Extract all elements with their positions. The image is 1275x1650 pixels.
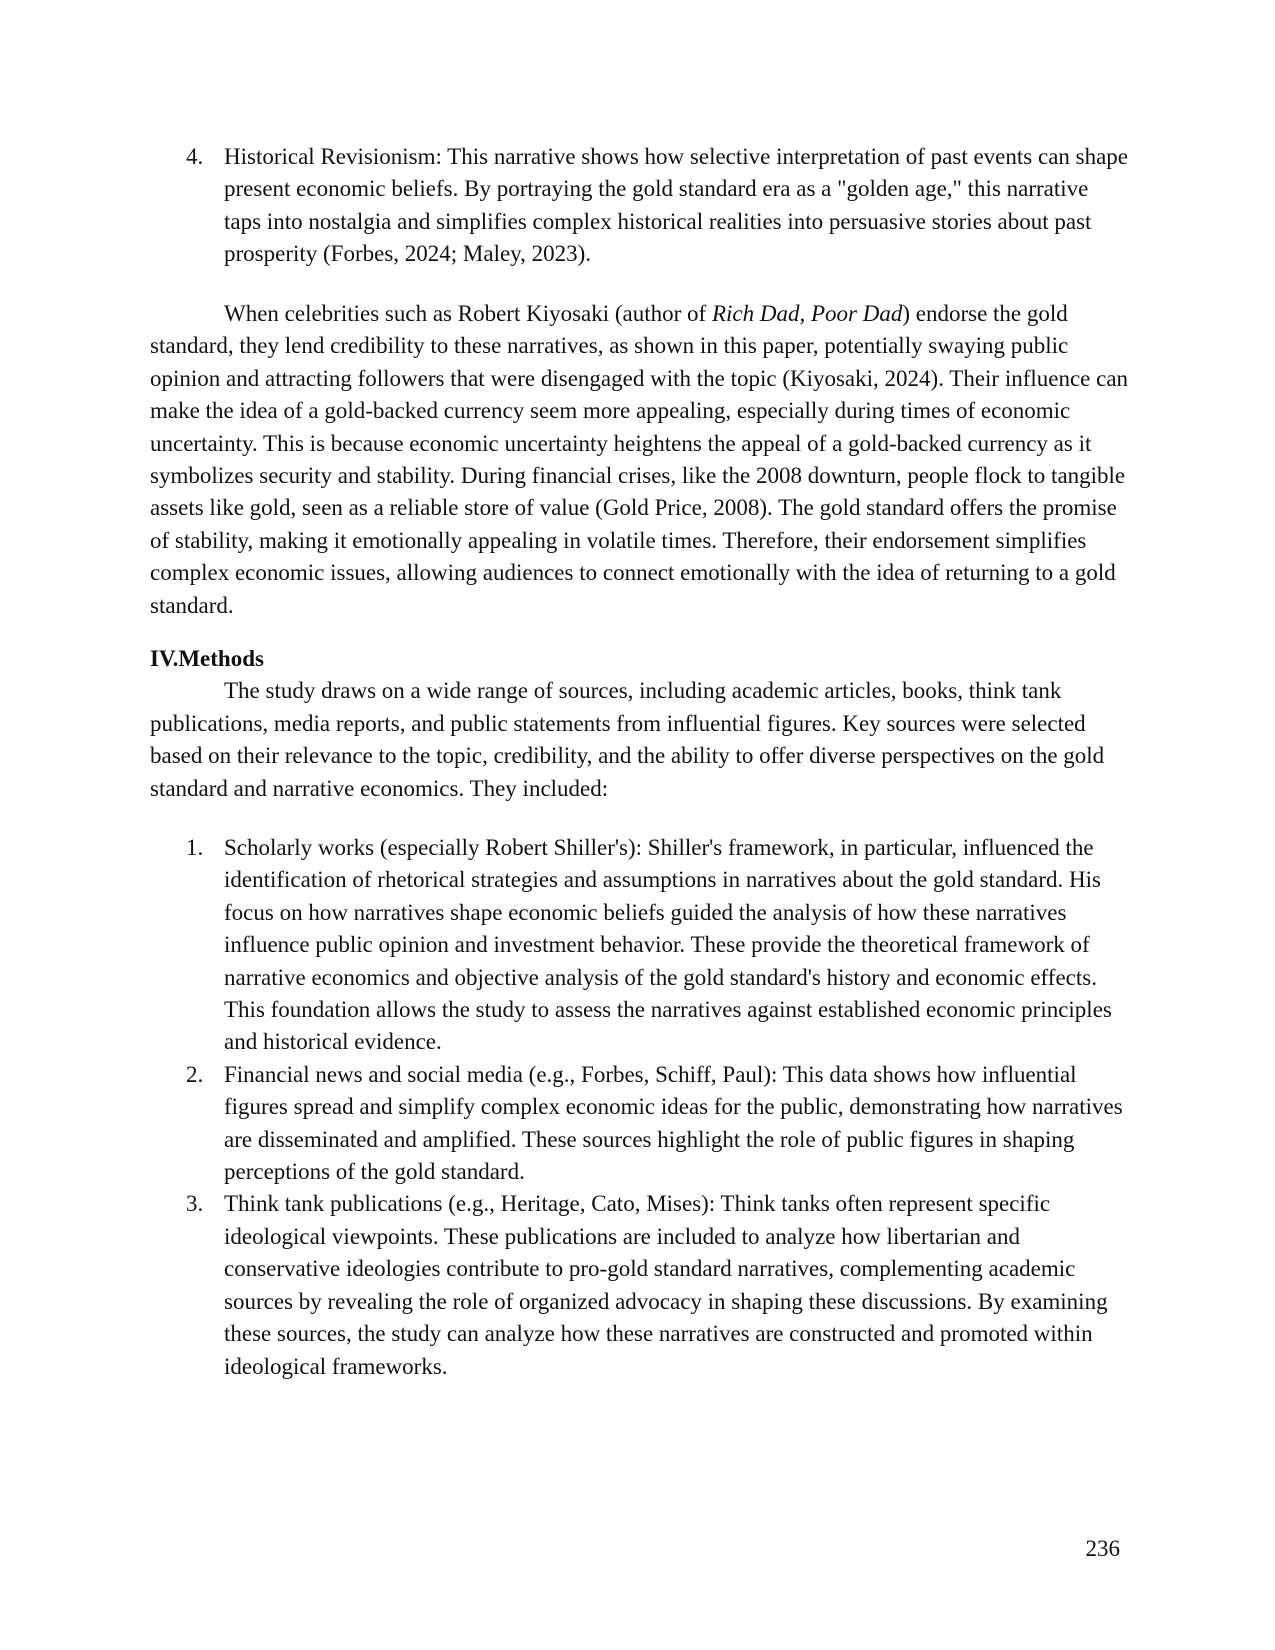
methods-list xyxy=(150,832,1130,1383)
list-item-text: Financial news and social media (e.g., Forbes, Schiff, Paul): This data shows how influential figures spread and simplify complex economic ideas for the public, demonstrating how narratives are disseminated and amplified. These sources highlight the role of public figures in shaping perceptions of the gold standard. xyxy=(224,1061,1123,1185)
book-title: Rich Dad, Poor Dad xyxy=(711,301,903,326)
list-item-text: Think tank publications (e.g., Heritage, Cato, Mises): Think tanks often represent specific ideological viewpoints. These publications are included to analyze how libertarian and conservative ideologies contribute to pro-gold standard narratives, complementing academic sources by revealing the role of organized advocacy in shaping these discussions. By examining these sources, the study can analyze how these narratives are constructed and promoted within ideological frameworks. xyxy=(224,1191,1108,1379)
list-number: 1. xyxy=(186,835,204,860)
paragraph-text-end: ) endorse the gold standard, they lend credibility to these narratives, as shown in this paper, potentially swaying public opinion and attracting followers that were disengaged with the topic (Kiyosaki, 2024). Their influence can make the idea of a gold-backed currency seem more appealing, especially during times of economic uncertainty. This is because economic uncertainty heightens the appeal of a gold-backed currency as it symbolizes security and stability. During financial crises, like the 2008 downturn, people flock to tangible assets like gold, seen as a reliable store of value (Gold Price, 2008). The gold standard offers the promise of stability, making it emotionally appealing in volatile times. Therefore, their endorsement simplifies complex economic issues, allowing audiences to connect emotionally with the idea of returning to a gold standard. xyxy=(150,301,1129,618)
list-item xyxy=(150,1059,1130,1189)
page-number: 236 xyxy=(1085,1536,1120,1561)
list-item-text: Historical Revisionism: This narrative shows how selective interpretation of past events can shape present economic beliefs. By portraying the gold standard era as a "golden age," this narrative taps into nostalgia and simplifies complex historical realities into persuasive stories about past prosperity (Forbes, 2024; Maley, 2023). xyxy=(224,144,1129,267)
paragraph-text-start: When celebrities such as Robert Kiyosaki (author of xyxy=(224,301,712,326)
list-item xyxy=(150,1188,1130,1382)
list-number: 4. xyxy=(186,144,204,169)
list-number: 2. xyxy=(186,1061,204,1087)
list-item xyxy=(150,141,1130,271)
list-item-text: Scholarly works (especially Robert Shiller's): Shiller's framework, in particular, influenced the identification of rhetorical strategies and assumptions in narratives about the gold standard. His focus on how narratives shape economic beliefs guided the analysis of how these narratives influence public opinion and investment behavior. These provide the theoretical framework of narrative economics and objective analysis of the gold standard's history and economic effects. This foundation allows the study to assess the narratives against established economic principles and historical evidence. xyxy=(224,835,1112,1055)
methods-section xyxy=(150,643,1130,805)
methods-intro: The study draws on a wide range of sources, including academic articles, books, think tank publications, media reports, and public statements from influential figures. Key sources were selected based on their relevance to the topic, credibility, and the ability to offer diverse perspectives on the gold standard and narrative economics. They included: xyxy=(150,678,1105,801)
list-number: 3. xyxy=(186,1191,204,1217)
section-heading: IV.Methods xyxy=(150,646,264,671)
list-item xyxy=(150,832,1130,1059)
list-item-historical-revisionism xyxy=(150,141,1130,271)
paragraph xyxy=(150,298,1130,622)
celebrity-paragraph xyxy=(150,298,1130,622)
